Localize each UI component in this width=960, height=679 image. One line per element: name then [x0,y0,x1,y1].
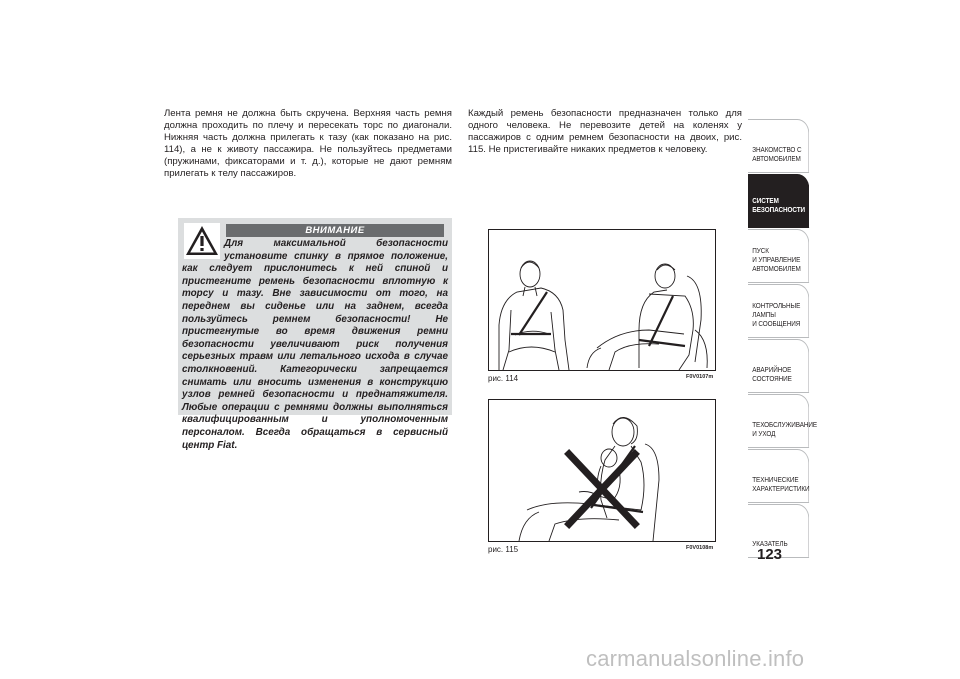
tab-label: ПУСК И УПРАВЛЕНИЕ АВТОМОБИЛЕМ [752,246,801,273]
tab-warning-lights[interactable] [748,284,809,338]
tab-label: СИСТЕМ БЕЗОПАСНОСТИ [752,196,806,214]
tab-label: ТЕХОБСЛУЖИВАНИЕ И УХОД [752,420,818,438]
seatbelt-prohibited-illustration [489,400,715,541]
page-number: 123 [757,546,783,563]
tab-emergency[interactable] [748,339,809,393]
tab-safety-systems[interactable] [748,174,809,228]
section-tabs [748,119,820,559]
figure-114-illustration [488,229,716,371]
figure-115-illustration [488,399,716,542]
tab-label: КОНТРОЛЬНЫЕ ЛАМПЫ И СООБЩЕНИЯ [752,301,801,328]
figure-caption: рис. 114 [488,374,519,383]
tab-maintenance[interactable] [748,394,818,448]
body-paragraph-right: Каждый ремень безопасности предназначен только для одного человека. Не перевозите детей на коленях у пассажиров с одним ремнем безопасности на двоих, рис. 115. Не пристегивайте никаких предметов к человеку. [468,108,742,155]
tab-label: ЗНАКОМСТВО С АВТОМОБИЛЕМ [752,145,802,163]
tab-label: АВАРИЙНОЕ СОСТОЯНИЕ [752,365,792,383]
tab-specifications[interactable] [748,449,809,503]
tab-vehicle-intro[interactable] [748,119,809,173]
warning-box [178,218,452,451]
tab-label: УКАЗАТЕЛЬ [752,539,788,548]
seatbelt-correct-illustration [489,230,715,370]
warning-title: ВНИМАНИЕ [226,224,444,237]
figure-caption: рис. 115 [488,545,519,554]
watermark: carmanualsonline.info [586,646,805,671]
figure-code: F0V0107m [686,374,714,380]
figure-code: F0V0108m [686,545,714,551]
tab-starting-driving[interactable] [748,229,809,283]
body-paragraph-left: Лента ремня не должна быть скручена. Верхняя часть ремня должна проходить по плечу и пересекать торс по диагонали. Нижняя часть должна прилегать к тазу (как показано на рис. 114), а не к животу пассажира. Не пользуйтесь предметами (пружинами, фиксаторами и т. д.), которые не дают ремням прилегать к телу пассажиров. [164,108,452,179]
warning-text: Для максимальной безопасности установите спинку в прямое положение, как следует прислонитесь к ней спиной и пристегните ремень безопасности вплотную к торсу и тазу. Вне зависимости от того, на переднем вы сиденье или на заднем, всегда пользуйтесь ремнем безопасности! Не пристегнутые во время движения ремни безопасности увеличивают риск получения серьезных травм или летального исхода в случае столкновений. Категорически запрещается снимать или вносить изменения в конструкцию узлов ремней безопасности и преднатяжителя. Любые операции с ремнями должны выполняться квалифицированным и уполномоченным персоналом. Всегда обращаться в сервисный центр Fiat. [182,238,448,451]
tab-label: ТЕХНИЧЕСКИЕ ХАРАКТЕРИСТИКИ [752,475,810,493]
